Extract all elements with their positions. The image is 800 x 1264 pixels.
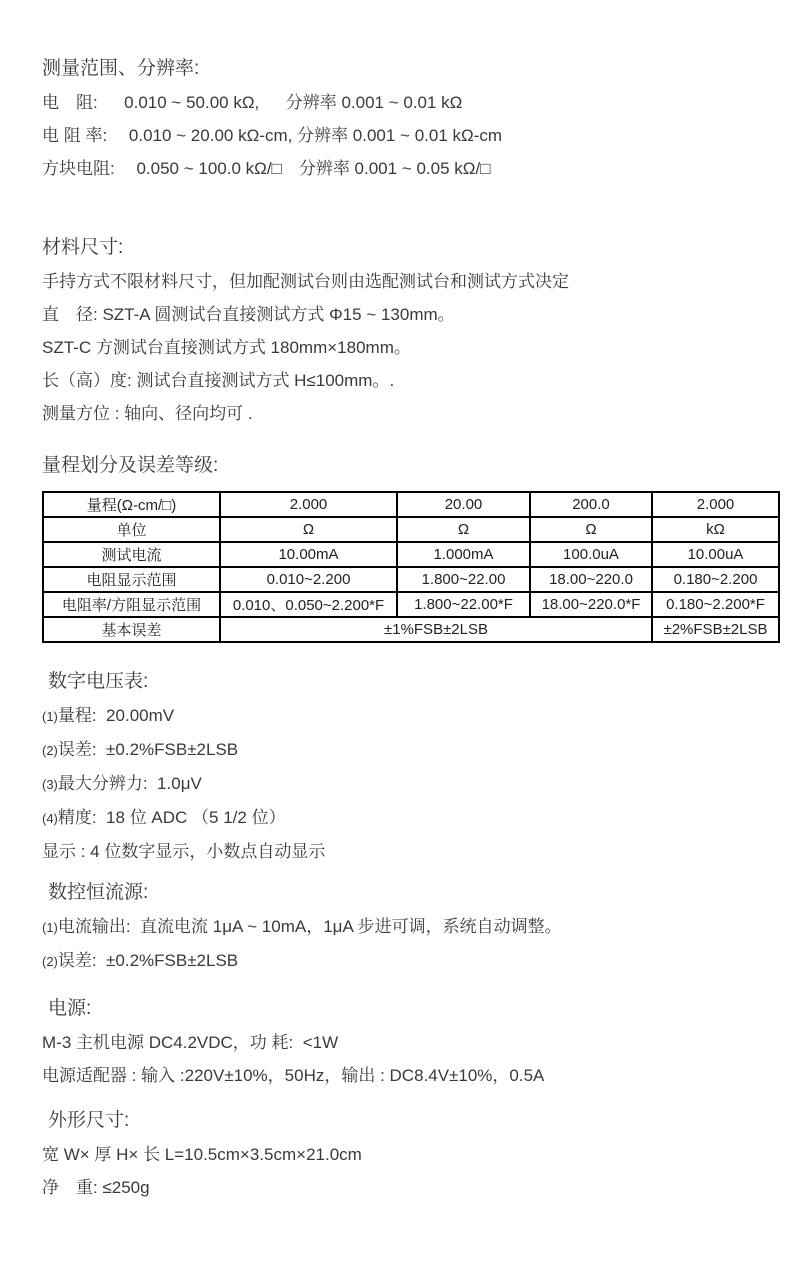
table-cell-rdisp-4: 0.180~2.200: [652, 567, 779, 592]
item-number: (2): [42, 743, 58, 758]
table-cell-range-4: 2.000: [652, 492, 779, 517]
measure-range-line-resistivity: 电 阻 率: 0.010 ~ 20.00 kΩ-cm, 分辨率 0.001 ~ 0.01 kΩ-cm: [42, 126, 503, 145]
item-text: 量程: 20.00mV: [57, 706, 175, 725]
table-cell-rdisp-2: 1.800~22.00: [397, 567, 530, 592]
table-cell-rdisp-label: 电阻显示范围: [43, 567, 220, 592]
table-row-range: [43, 492, 779, 517]
item-text: 最大分辨力: 1.0μV: [57, 774, 202, 793]
material-size-line-orientation: 测量方位 : 轴向、径向均可 .: [42, 404, 253, 423]
material-size-line-szt-c: SZT-C 方测试台直接测试方式 180mm×180mm。: [42, 338, 411, 357]
table-cell-rdisp-1: 0.010~2.200: [220, 567, 397, 592]
dimensions-line-size: 宽 W× 厚 H× 长 L=10.5cm×3.5cm×21.0cm: [42, 1145, 362, 1164]
current-source-heading: 数控恒流源:: [48, 882, 149, 903]
item-text: 精度: 18 位 ADC （5 1/2 位）: [57, 808, 286, 827]
power-line-host: M-3 主机电源 DC4.2VDC，功 耗: <1W: [42, 1033, 339, 1052]
item-text: 误差: ±0.2%FSB±2LSB: [57, 740, 239, 759]
table-cell-current-3: 100.0uA: [530, 542, 652, 567]
current-source-item-error: [42, 944, 776, 978]
table-cell-current-label: 测试电流: [43, 542, 220, 567]
table-cell-error-merged: ±1%FSB±2LSB: [220, 617, 652, 642]
table-cell-range-2: 20.00: [397, 492, 530, 517]
item-number: (4): [42, 811, 58, 826]
voltmeter-item-range: [42, 699, 776, 733]
measure-range-heading: 测量范围、分辨率:: [42, 58, 200, 79]
measure-range-line-sheet-resistance: 方块电阻: 0.050 ~ 100.0 kΩ/□ 分辨率 0.001 ~ 0.05 kΩ/□: [42, 159, 491, 178]
voltmeter-heading: 数字电压表:: [48, 671, 149, 692]
table-row-unit: [43, 517, 779, 542]
table-row-resistivity-display: [43, 592, 779, 617]
section-current-source: [42, 880, 776, 978]
section-power: [42, 996, 776, 1092]
table-cell-rdisp-3: 18.00~220.0: [530, 567, 652, 592]
item-text: 电流输出: 直流电流 1μA ~ 10mA，1μA 步进可调，系统自动调整。: [57, 917, 562, 936]
table-cell-unit-1: Ω: [220, 517, 397, 542]
item-text: 误差: ±0.2%FSB±2LSB: [57, 951, 239, 970]
table-row-test-current: [43, 542, 779, 567]
table-cell-range-label: 量程(Ω-cm/□): [43, 492, 220, 517]
dimensions-heading: 外形尺寸:: [48, 1110, 130, 1131]
table-row-resistance-display: [43, 567, 779, 592]
material-size-heading: 材料尺寸:: [42, 237, 124, 258]
item-number: (1): [42, 709, 58, 724]
voltmeter-item-error: [42, 733, 776, 767]
table-cell-current-1: 10.00mA: [220, 542, 397, 567]
table-cell-rhodisp-2: 1.800~22.00*F: [397, 592, 530, 617]
power-line-adapter: 电源适配器 : 输入 :220V±10%，50Hz，输出 : DC8.4V±10%，0.5A: [42, 1066, 545, 1085]
section-material-size: [42, 235, 776, 430]
range-table-heading: 量程划分及误差等级:: [42, 455, 219, 476]
voltmeter-display-line: 显示 : 4 位数字显示，小数点自动显示: [42, 842, 326, 861]
power-heading: 电源:: [48, 998, 92, 1019]
table-cell-error-label: 基本误差: [43, 617, 220, 642]
measure-range-line-resistance: 电 阻: 0.010 ~ 50.00 kΩ, 分辨率 0.001 ~ 0.01 kΩ: [42, 93, 463, 112]
table-cell-range-1: 2.000: [220, 492, 397, 517]
table-cell-unit-3: Ω: [530, 517, 652, 542]
section-voltmeter: [42, 669, 776, 868]
range-error-table: [42, 491, 780, 643]
material-size-line-height: 长（高）度: 测试台直接测试方式 H≤100mm。.: [42, 371, 395, 390]
table-cell-rhodisp-1: 0.010、0.050~2.200*F: [220, 592, 397, 617]
material-size-line-diameter: 直 径: SZT-A 圆测试台直接测试方式 Φ15 ~ 130mm。: [42, 305, 455, 324]
section-measure-range: [42, 56, 776, 185]
dimensions-line-weight: 净 重: ≤250g: [42, 1178, 150, 1197]
item-number: (3): [42, 777, 58, 792]
section-dimensions: [42, 1108, 776, 1204]
table-cell-unit-2: Ω: [397, 517, 530, 542]
item-number: (1): [42, 920, 58, 935]
table-cell-unit-4: kΩ: [652, 517, 779, 542]
voltmeter-item-precision: [42, 801, 776, 835]
table-cell-unit-label: 单位: [43, 517, 220, 542]
current-source-item-output: [42, 910, 776, 944]
table-cell-error-last: ±2%FSB±2LSB: [652, 617, 779, 642]
table-cell-rhodisp-4: 0.180~2.200*F: [652, 592, 779, 617]
table-cell-current-2: 1.000mA: [397, 542, 530, 567]
table-cell-rhodisp-label: 电阻率/方阻显示范围: [43, 592, 220, 617]
section-range-table: [42, 453, 776, 643]
voltmeter-item-resolution: [42, 767, 776, 801]
table-cell-current-4: 10.00uA: [652, 542, 779, 567]
table-cell-rhodisp-3: 18.00~220.0*F: [530, 592, 652, 617]
item-number: (2): [42, 954, 58, 969]
table-row-basic-error: [43, 617, 779, 642]
material-size-line-handheld: 手持方式不限材料尺寸，但加配测试台则由选配测试台和测试方式决定: [42, 272, 569, 291]
table-cell-range-3: 200.0: [530, 492, 652, 517]
